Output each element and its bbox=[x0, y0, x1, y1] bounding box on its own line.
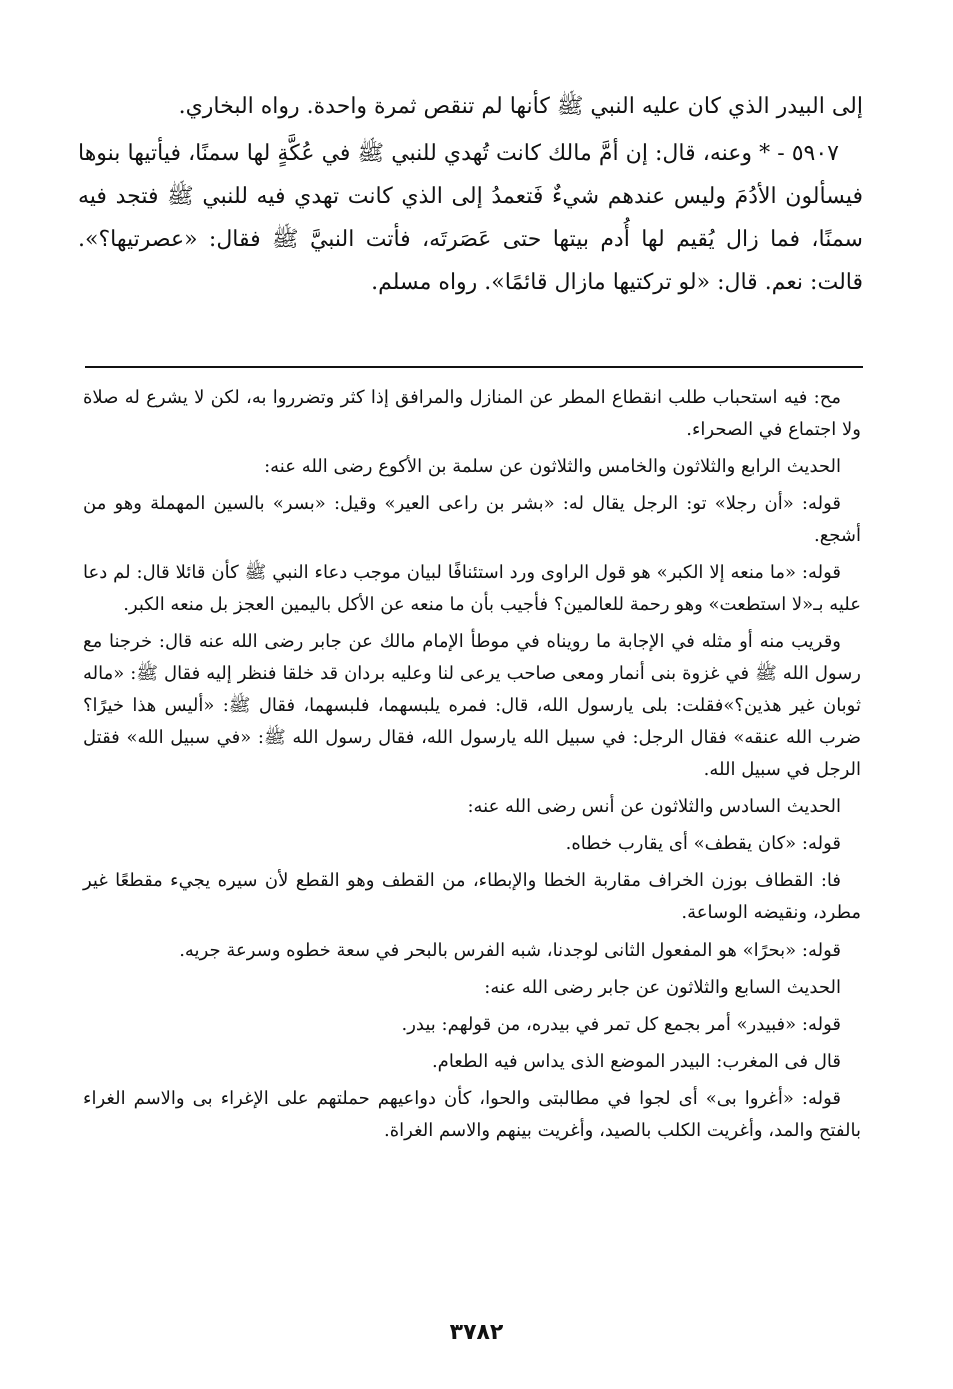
footnote-paragraph: قوله: «ما منعه إلا الكبر» هو قول الراوى ورد استئنافًا لبيان موجب دعاء النبي ﷺ كأن قائلا قال: لم دعا عليه بـ«لا استطعت» وهو رحمة للعالمين؟ فأجيب بأن ما منعه عن الأكل باليمين العجز بل منعه الكبر. bbox=[83, 562, 861, 616]
footnote-paragraph: الحديث السادس والثلاثون عن أنس رضى الله عنه: bbox=[467, 796, 841, 818]
footnote-paragraph: فا: القطاف بوزن الخراف مقاربة الخطا والإبطاء، من القطف وهو القطع لأن سيره يجيء مقطعًا غير مطرد، ونقيضه الوساعة. bbox=[83, 870, 861, 924]
page-number: ٣٧٨٢ bbox=[449, 1320, 504, 1345]
footnotes bbox=[83, 382, 861, 1152]
hadith-5907: ٥٩٠٧ - * وعنه، قال: إن أمَّ مالك كانت تُهدي للنبي ﷺ في عُكَّةٍ لها سمنًا، فيأتيها بنوها فيسألون الأدُمَ وليس عندهم شيءٌ فَتعمدُ إلى الذي كانت تهدي فيه للنبي ﷺ فتجد فيه سمنًا، فما زال يُقيم لها أُدم بيتها حتى عَصَرتَه، فأتت النبيَّ ﷺ فقال: «عصرتيها؟». قالت: نعم. قال: «لو تركتيها مازال قائمًا». رواه مسلم. bbox=[78, 140, 863, 295]
footnote-paragraph: مح: فيه استحباب طلب انقطاع المطر عن المنازل والمرافق إذا كثر وتضرروا به، لكن لا يشرع له صلاة ولا اجتماع في الصحراء. bbox=[83, 387, 861, 441]
footnote-paragraph: الحديث الرابع والثلاثون والخامس والثلاثون عن سلمة بن الأكوع رضى الله عنه: bbox=[264, 456, 841, 478]
footnote-paragraph: قوله: «أغروا بى» أى لجوا في مطالبتى والحوا، كأن دواعيهم حملتهم على الإغراء بى والاسم الغراء بالفتح والمد، وأغريت الكلب بالصيد، وأغريت بينهم والاسم الغراة. bbox=[83, 1087, 861, 1141]
footnote-paragraph: قوله: «بحرًا» هو المفعول الثانى لوجدنا، شبه الفرس بالبحر في سعة خطوه وسرعة جريه. bbox=[179, 939, 841, 961]
footnote-paragraph: قوله: «فبيدر» أمر بجمع كل تمر في بيدره، من قولهم: بيدر. bbox=[401, 1013, 841, 1035]
footnote-paragraph: وقريب منه أو مثله في الإجابة ما رويناه في موطأ الإمام مالك عن جابر رضى الله عنه قال: خرجنا مع رسول الله ﷺ في غزوة بنى أنمار ومعى صاحب يرعى لنا وعليه بردان قد خلقا فنظر إليه فقال ﷺ: «ماله ثوبان غير هذين؟»فقلت: بلى يارسول الله، قال: فمره يلبسهما، فلبسهما، فقال ﷺ: «أليس هذا خيرًا؟ ضرب الله عنقه» فقال الرجل: في سبيل الله يارسول الله، فقال رسول الله ﷺ: «في سبيل الله» فقتل الرجل في سبيل الله. bbox=[83, 631, 861, 781]
footnote-paragraph: قال فى المغرب: البيدر الموضع الذى يداس فيه الطعام. bbox=[431, 1050, 841, 1072]
footnote-separator bbox=[85, 366, 863, 368]
main-text bbox=[78, 86, 863, 304]
footnote-paragraph: قوله: «كان يقطف» أى يقارب خطاه. bbox=[565, 833, 841, 855]
footnote-paragraph: الحديث السابع والثلاثون عن جابر رضى الله عنه: bbox=[484, 976, 841, 998]
main-text-continuation: إلى البيدر الذي كان عليه النبي ﷺ كأنها لم تنقص ثمرة واحدة. رواه البخاري. bbox=[178, 94, 863, 119]
footnote-paragraph: قوله: «أن رجلا» تو: الرجل يقال له: «بشر بن راعى العير» وقيل: «بسر» بالسين المهملة وهو من أشجع. bbox=[83, 493, 861, 547]
